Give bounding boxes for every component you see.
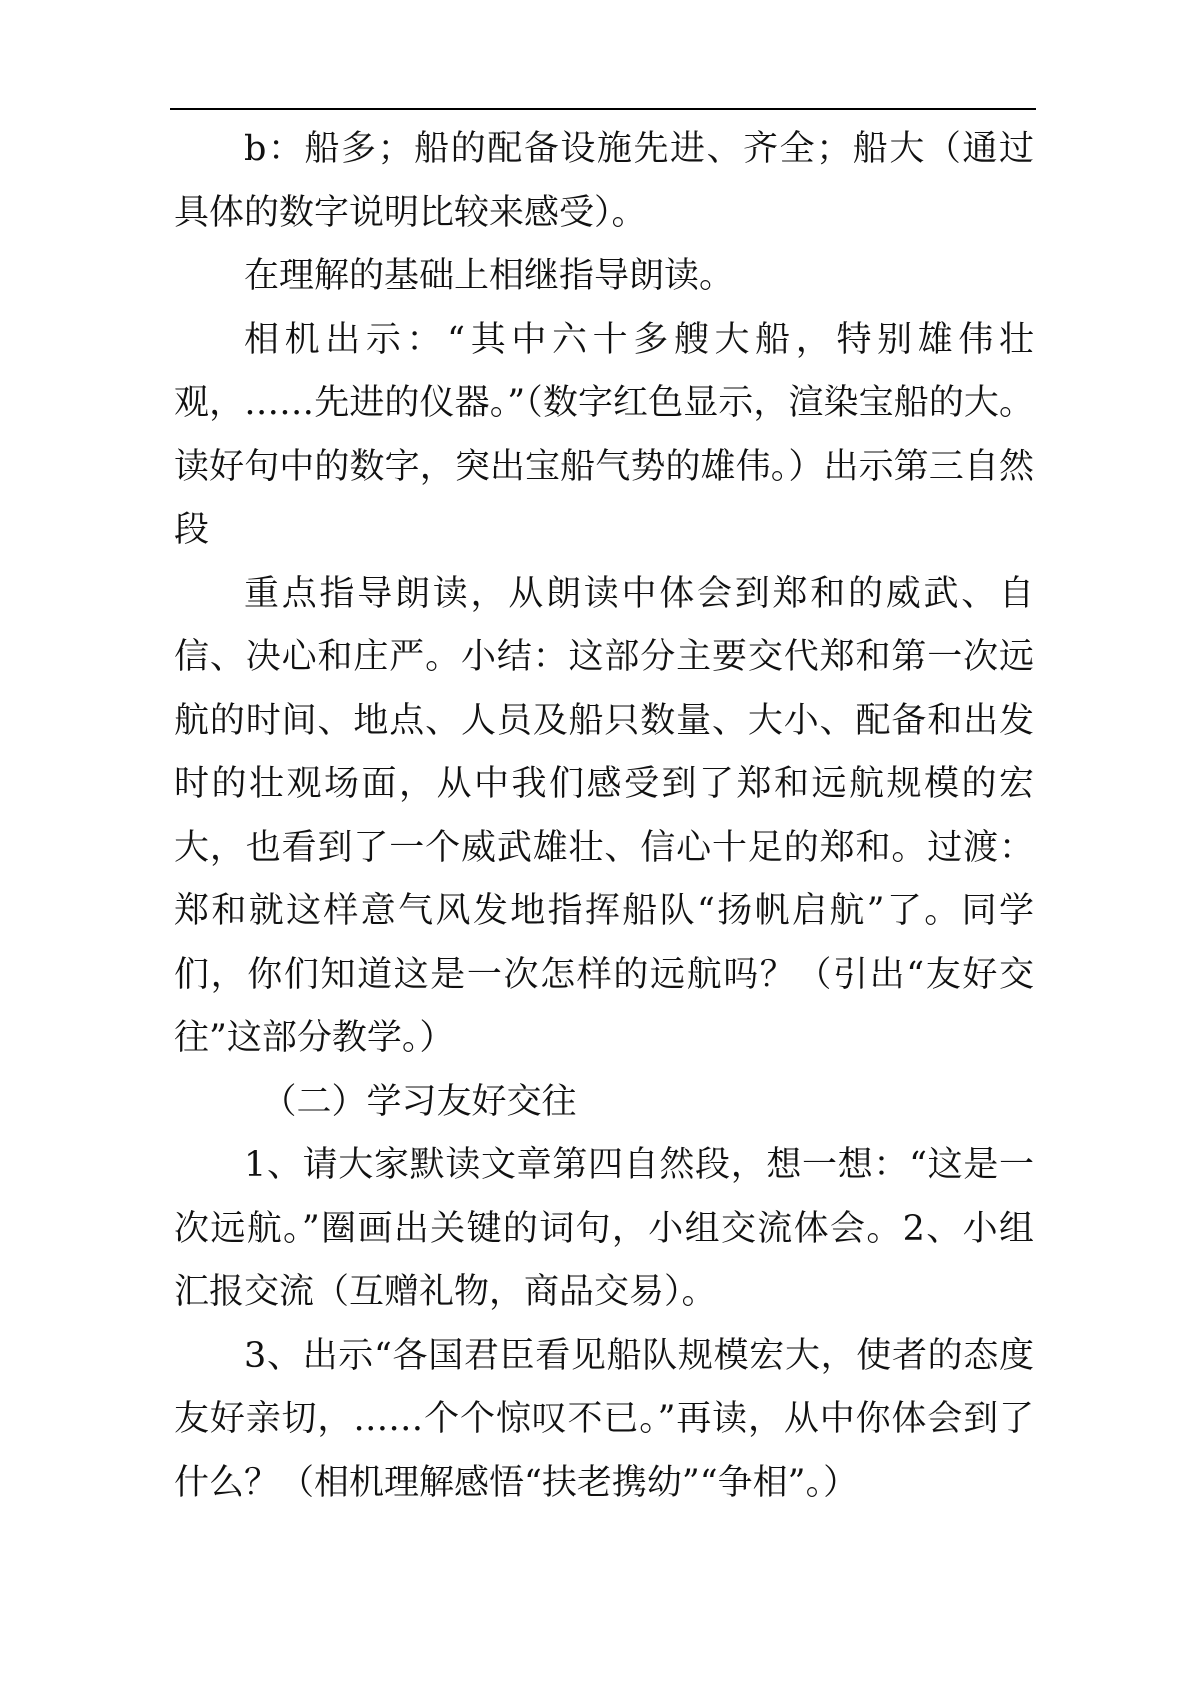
paragraph-guided-reading: 在理解的基础上相继指导朗读。 — [244, 256, 735, 296]
paragraph-step-1-2: 1、请大家默读文章第四自然段，想一想：“这是一次远航。”圈画出关键的词句，小组交流体会。2、小组汇报交流（互赠礼物，商品交易）。 — [174, 1145, 1034, 1312]
paragraph-show-quote: 相机出示：“其中六十多艘大船，特别雄伟壮观，……先进的仪器。”（数字红色显示，渲染宝船的大。读好句中的数字，突出宝船气势的雄伟。）出示第三自然段 — [174, 319, 1034, 550]
section-heading-friendly-exchange: （二）学习友好交往 — [261, 1081, 577, 1122]
paragraph-summary: 重点指导朗读，从朗读中体会到郑和的威武、自信、决心和庄严。小结：这部分主要交代郑和第一次远航的时间、地点、人员及船只数量、大小、配备和出发时的壮观场面，从中我们感受到了郑和远航规模的宏大，也看到了一个威武雄壮、信心十足的郑和。过渡：郑和就这样意气风发地指挥船队“扬帆启航”了。同学们，你们知道这是一次怎样的远航吗？（引出“友好交往”这部分教学。） — [174, 573, 1034, 1058]
paragraph-b-ships: b：船多；船的配备设施先进、齐全；船大（通过具体的数字说明比较来感受）。 — [174, 129, 1034, 233]
document-body — [174, 118, 1034, 1515]
header-rule — [170, 108, 1036, 110]
paragraph-step-3: 3、出示“各国君臣看见船队规模宏大，使者的态度友好亲切，……个个惊叹不已。”再读，从中你体会到了什么？（相机理解感悟“扶老携幼”“争相”。） — [174, 1335, 1034, 1503]
